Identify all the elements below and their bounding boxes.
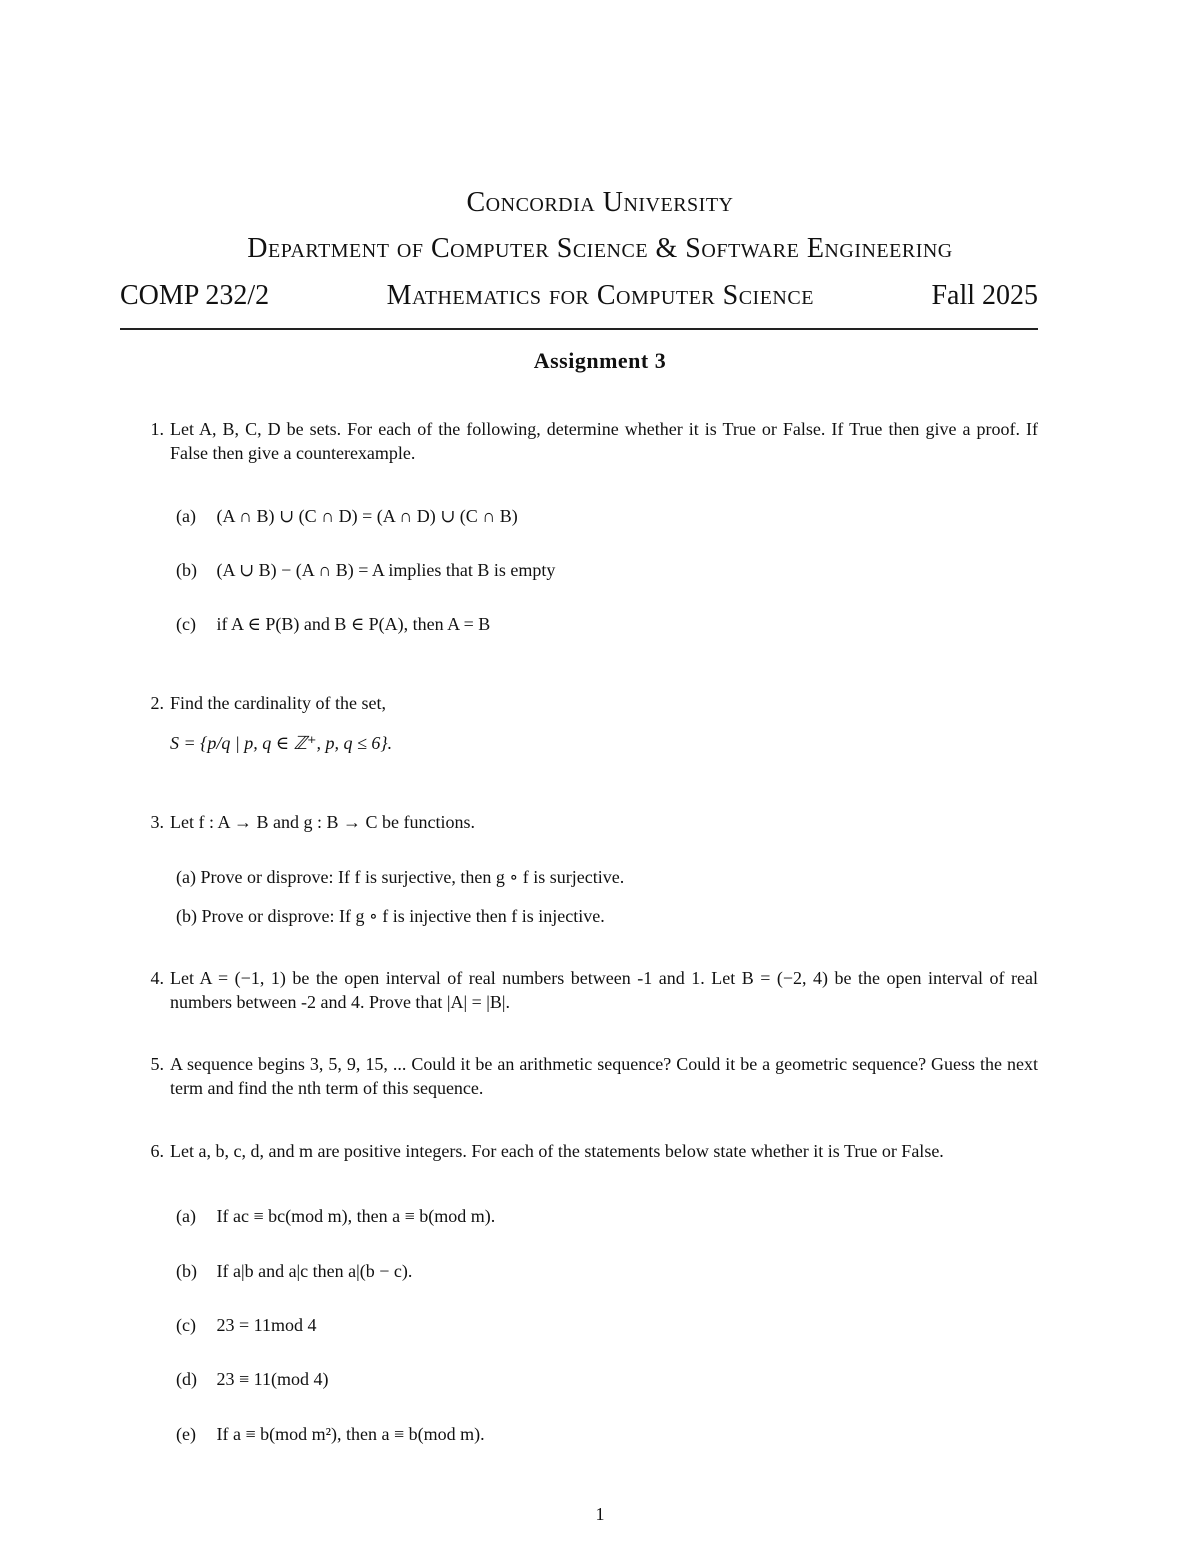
course-code: COMP 232/2 — [120, 280, 270, 311]
part-label: (d) — [176, 1369, 197, 1389]
part-text: 23 = 11mod 4 — [216, 1315, 317, 1335]
part-label: (a) — [176, 867, 196, 887]
question-3-text: Let f : A → B and g : B → C be functions. — [170, 812, 475, 832]
header-rule — [120, 328, 1038, 330]
question-1-number: 1. — [150, 419, 164, 439]
part-label: (a) — [176, 506, 196, 526]
part-label: (b) — [176, 560, 197, 580]
university-name: Concordia University — [466, 187, 734, 218]
part-label: (b) — [176, 1261, 197, 1281]
part-label: (b) — [176, 906, 197, 926]
part-label: (a) — [176, 1206, 196, 1226]
question-2-formula: S = {p/q | p, q ∈ ℤ⁺, p, q ≤ 6}. — [170, 733, 393, 753]
question-6e — [176, 1422, 485, 1446]
course-line — [120, 280, 1038, 312]
question-6c — [176, 1313, 316, 1337]
question-5-number: 5. — [150, 1054, 164, 1074]
course-title: Mathematics for Computer Science — [386, 280, 814, 311]
part-label: (c) — [176, 1315, 196, 1335]
part-text: If ac ≡ bc(mod m), then a ≡ b(mod m). — [216, 1206, 496, 1226]
question-6b — [176, 1259, 412, 1283]
question-5-text: A sequence begins 3, 5, 9, 15, ... Could it be an arithmetic sequence? Could it be a geometric sequence? Guess the next term and find the nth term of this sequence. — [170, 1054, 1038, 1098]
question-4-text: Let A = (−1, 1) be the open interval of real numbers between -1 and 1. Let B = (−2, 4) be the open interval of real numbers between -2 and 4. Prove that |A| = |B|. — [170, 968, 1038, 1012]
question-6d — [176, 1367, 328, 1391]
term: Fall 2025 — [931, 280, 1038, 311]
question-3a — [176, 865, 624, 889]
part-text: Prove or disprove: If g ∘ f is injective then f is injective. — [201, 906, 605, 926]
question-2-text: Find the cardinality of the set, — [170, 693, 386, 713]
part-text: (A ∩ B) ∪ (C ∩ D) = (A ∩ D) ∪ (C ∩ B) — [216, 506, 518, 526]
part-text: If a ≡ b(mod m²), then a ≡ b(mod m). — [216, 1424, 485, 1444]
part-text: (A ∪ B) − (A ∩ B) = A implies that B is empty — [216, 560, 556, 580]
page-number: 1 — [595, 1504, 605, 1524]
question-4-number: 4. — [150, 968, 164, 988]
question-3b — [176, 904, 605, 928]
question-1a — [176, 504, 518, 528]
department-name: Department of Computer Science & Software Engineering — [247, 233, 953, 264]
question-2-number: 2. — [150, 693, 164, 713]
question-3-number: 3. — [150, 812, 164, 832]
question-6-text: Let a, b, c, d, and m are positive integers. For each of the statements below state whether it is True or False. — [170, 1141, 944, 1161]
question-6-number: 6. — [150, 1141, 164, 1161]
assignment-title: Assignment 3 — [533, 348, 667, 373]
question-6a — [176, 1204, 495, 1228]
part-text: If a|b and a|c then a|(b − c). — [216, 1261, 413, 1281]
part-text: Prove or disprove: If f is surjective, then g ∘ f is surjective. — [200, 867, 625, 887]
part-text: 23 ≡ 11(mod 4) — [216, 1369, 329, 1389]
part-label: (e) — [176, 1424, 196, 1444]
question-1c — [176, 612, 490, 636]
part-label: (c) — [176, 614, 196, 634]
question-1-text: Let A, B, C, D be sets. For each of the following, determine whether it is True or False. If True then give a proof. If False then give a counterexample. — [170, 419, 1038, 463]
question-1b — [176, 558, 555, 582]
part-text: if A ∈ P(B) and B ∈ P(A), then A = B — [216, 614, 491, 634]
